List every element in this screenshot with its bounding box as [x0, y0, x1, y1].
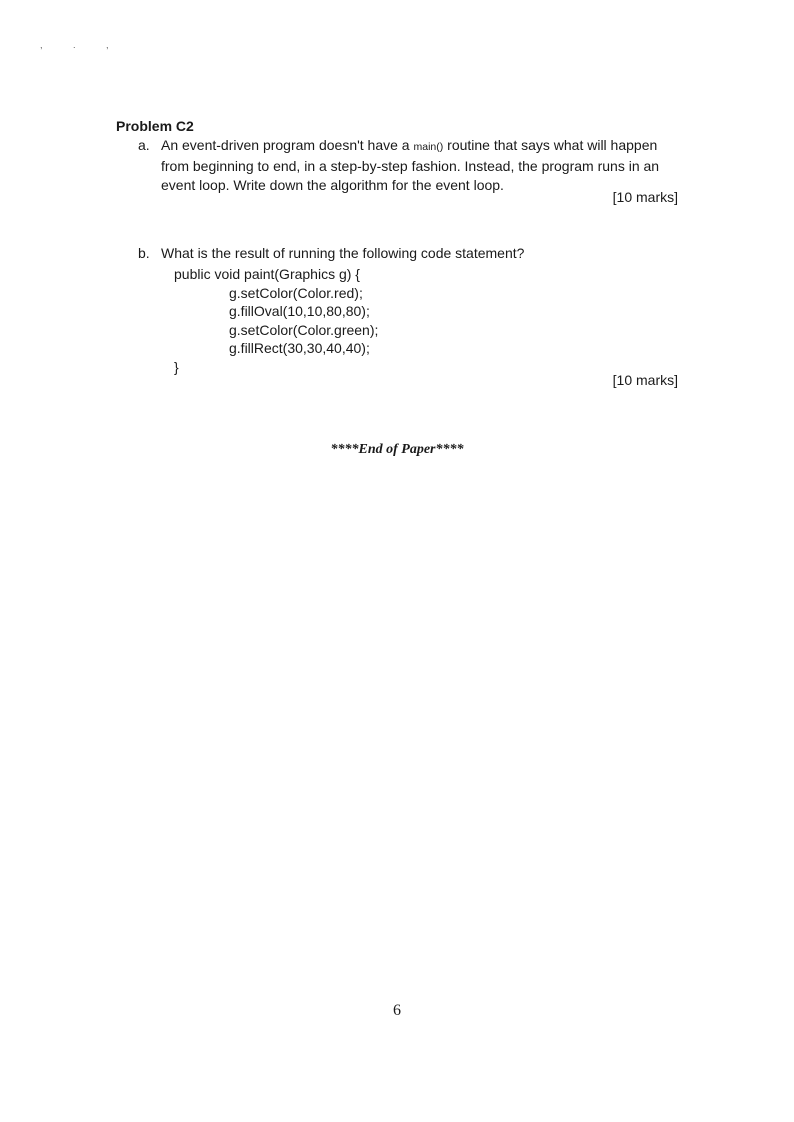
question-b-label: b. — [138, 245, 150, 261]
code-line-3: g.fillOval(10,10,80,80); — [229, 303, 370, 319]
code-line-1: public void paint(Graphics g) { — [174, 266, 360, 282]
question-a-label: a. — [138, 137, 150, 153]
scan-marks: , . , — [40, 40, 123, 50]
question-a-text-after: routine that says what will happen from beginning to end, in a step-by-step fashion. Instead, the program runs in an event loop. Write down the algorithm for the event loop. — [161, 137, 660, 193]
question-a — [138, 136, 684, 195]
code-line-6: } — [174, 358, 179, 375]
inline-code-main: main() — [413, 141, 444, 153]
code-line-5: g.fillRect(30,30,40,40); — [229, 340, 370, 356]
question-b-text: What is the result of running the following code statement? — [161, 245, 525, 261]
code-line-2: g.setColor(Color.red); — [229, 284, 363, 301]
code-line-4: g.setColor(Color.green); — [229, 321, 379, 338]
end-of-paper: ****End of Paper**** — [330, 442, 464, 457]
marks-a: [10 marks] — [612, 189, 678, 205]
question-b — [138, 244, 684, 263]
question-a-text — [161, 136, 684, 195]
page-number: 6 — [393, 1002, 401, 1019]
code-block — [174, 265, 378, 376]
marks-b: [10 marks] — [612, 372, 678, 388]
question-a-text-before: An event-driven program doesn't have a — [161, 137, 414, 153]
problem-title: Problem C2 — [116, 118, 194, 134]
